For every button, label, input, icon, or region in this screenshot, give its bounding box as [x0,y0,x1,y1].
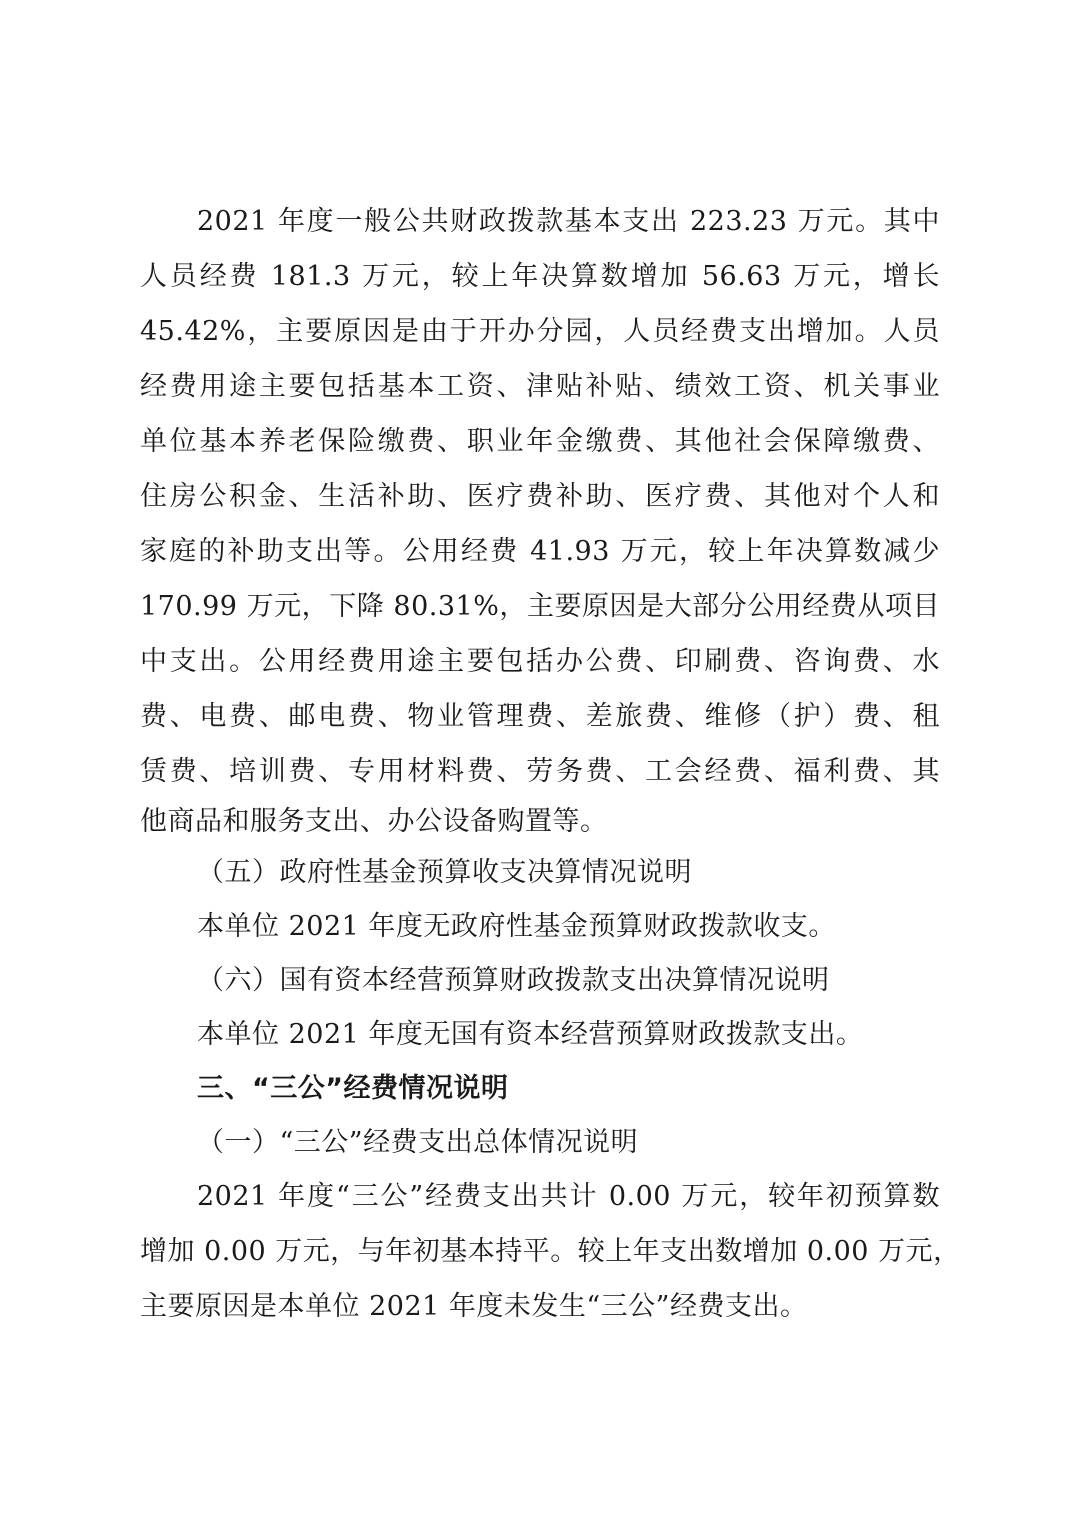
paragraph-line: 赁费、培训费、专用材料费、劳务费、工会经费、福利费、其 [140,756,940,787]
paragraph-line: 2021 年度一般公共财政拨款基本支出 223.23 万元。其中 [197,206,940,237]
section-heading-3: 三、“三公”经费情况说明 [197,1073,509,1104]
section-heading-6: （六）国有资本经营预算财政拨款支出决算情况说明 [197,965,830,996]
paragraph-line: 家庭的补助支出等。公用经费 41.93 万元，较上年决算数减少 [140,536,940,567]
paragraph-line: 主要原因是本单位 2021 年度未发生“三公”经费支出。 [140,1291,808,1322]
paragraph-line: 增加 0.00 万元，与年初基本持平。较上年支出数增加 0.00 万元， [140,1236,961,1267]
paragraph-line: 住房公积金、生活补助、医疗费补助、医疗费、其他对个人和 [140,481,940,512]
section-heading-5: （五）政府性基金预算收支决算情况说明 [197,857,692,888]
paragraph-line: 本单位 2021 年度无国有资本经营预算财政拨款支出。 [197,1019,864,1050]
paragraph-line: 45.42%，主要原因是由于开办分园，人员经费支出增加。人员 [140,316,940,347]
paragraph-line: 费、电费、邮电费、物业管理费、差旅费、维修（护）费、租 [140,701,940,732]
paragraph-line: 单位基本养老保险缴费、职业年金缴费、其他社会保障缴费、 [140,426,940,457]
paragraph-line: 他商品和服务支出、办公设备购置等。 [140,806,608,837]
paragraph-line: 2021 年度“三公”经费支出共计 0.00 万元，较年初预算数 [197,1181,940,1212]
subsection-heading-3-1: （一）“三公”经费支出总体情况说明 [197,1127,639,1158]
paragraph-line: 人员经费 181.3 万元，较上年决算数增加 56.63 万元，增长 [140,261,940,292]
paragraph-line: 中支出。公用经费用途主要包括办公费、印刷费、咨询费、水 [140,646,940,677]
paragraph-line: 170.99 万元，下降 80.31%，主要原因是大部分公用经费从项目 [140,591,940,622]
paragraph-line: 本单位 2021 年度无政府性基金预算财政拨款收支。 [197,911,836,942]
paragraph-line: 经费用途主要包括基本工资、津贴补贴、绩效工资、机关事业 [140,371,940,402]
